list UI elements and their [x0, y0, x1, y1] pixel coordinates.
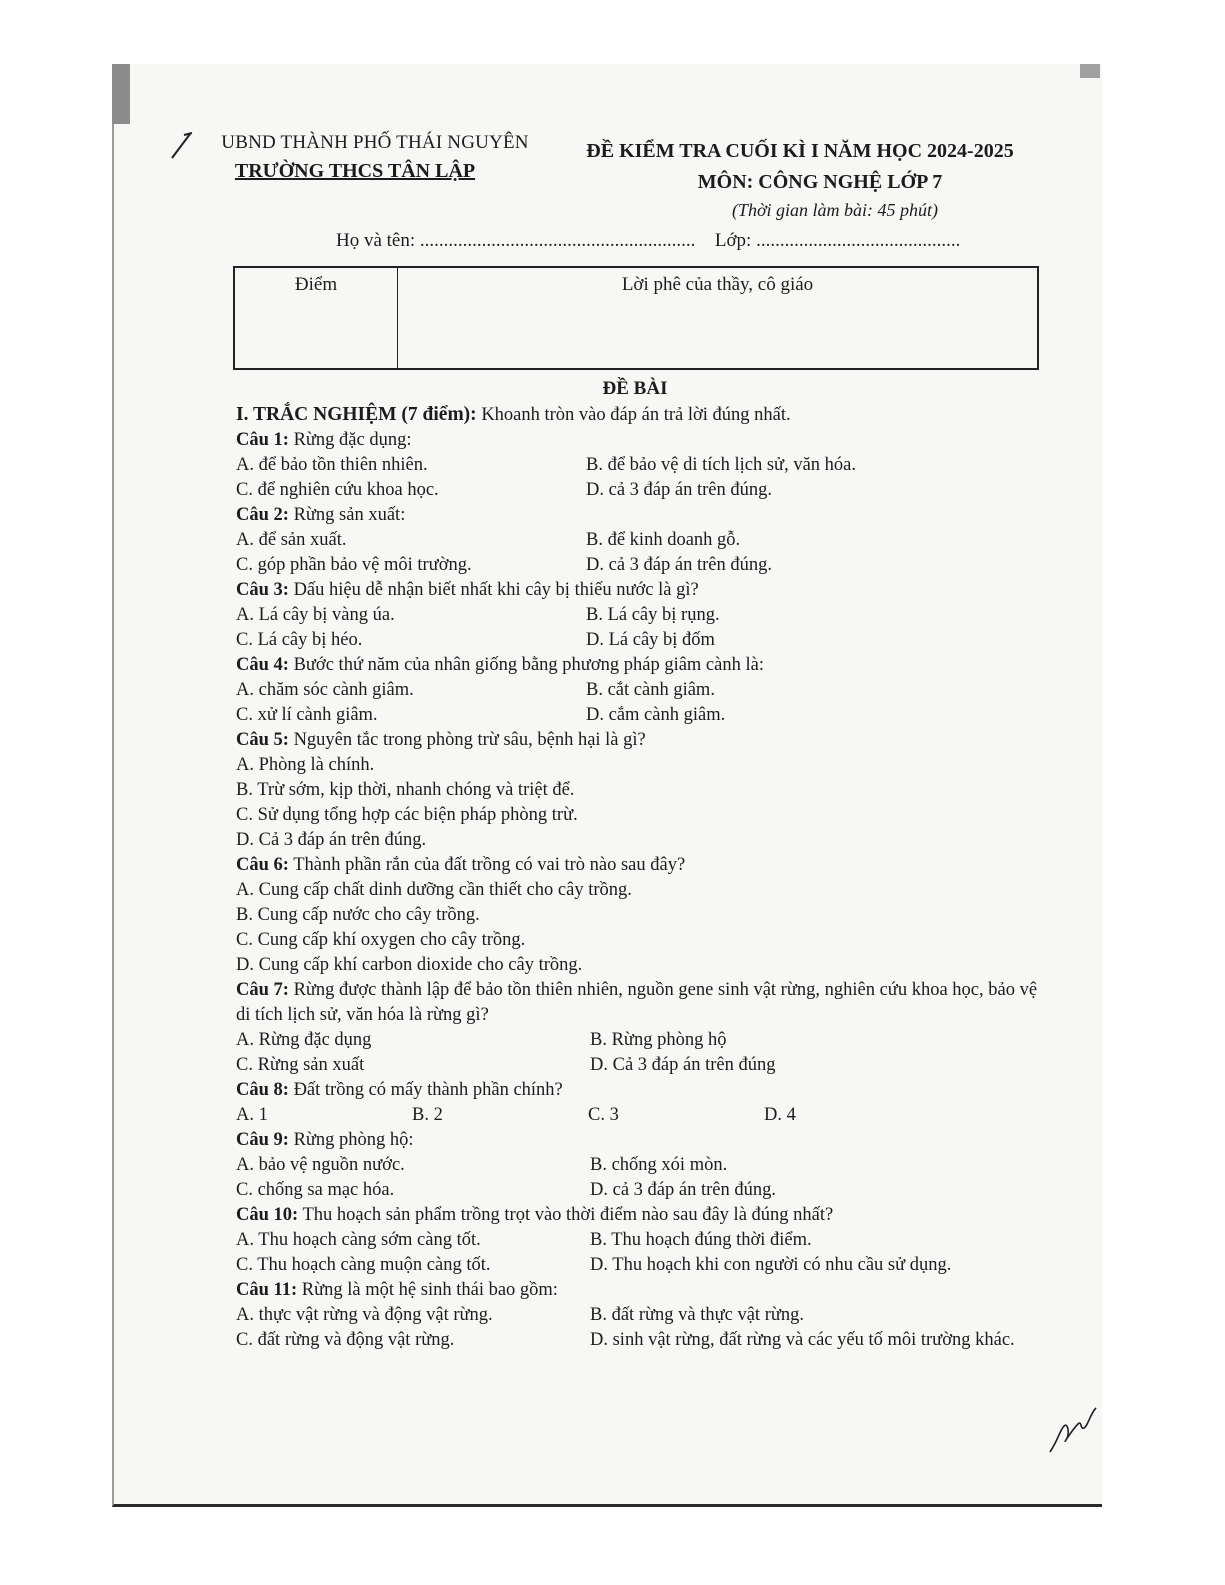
option-c[interactable]: C. Thu hoạch càng muộn càng tốt.	[236, 1255, 491, 1275]
option-d[interactable]: D. cả 3 đáp án trên đúng.	[586, 480, 772, 500]
question-2	[236, 503, 1046, 578]
subject-title: MÔN: CÔNG NGHỆ LỚP 7	[697, 171, 943, 193]
option-a[interactable]: A. bảo vệ nguồn nước.	[236, 1155, 405, 1175]
question-text: Rừng là một hệ sinh thái bao gồm:	[301, 1280, 558, 1300]
question-stem	[236, 1203, 1046, 1228]
option-b[interactable]: B. Thu hoạch đúng thời điểm.	[590, 1230, 812, 1250]
option-c[interactable]: C. để nghiên cứu khoa học.	[236, 480, 439, 500]
question-label: Câu 6:	[236, 855, 289, 875]
pen-mark-icon	[170, 130, 194, 160]
option-b[interactable]: B. Trừ sớm, kịp thời, nhanh chóng và triệt để.	[236, 780, 575, 800]
option-b[interactable]: B. để bảo vệ di tích lịch sử, văn hóa.	[586, 455, 856, 475]
options-row	[236, 1153, 1046, 1178]
question-label: Câu 10:	[236, 1205, 299, 1225]
option-d[interactable]: D. cả 3 đáp án trên đúng.	[590, 1180, 776, 1200]
option-b[interactable]: B. cắt cành giâm.	[586, 680, 715, 700]
question-label: Câu 8:	[236, 1080, 289, 1100]
question-stem	[236, 578, 1046, 603]
question-stem	[236, 1128, 1046, 1153]
option-a[interactable]: A. để bảo tồn thiên nhiên.	[236, 455, 428, 475]
option-c[interactable]: C. chống sa mạc hóa.	[236, 1180, 395, 1200]
option-c[interactable]: C. đất rừng và động vật rừng.	[236, 1330, 455, 1350]
section-title: I. TRẮC NGHIỆM (7 điểm):	[236, 404, 477, 425]
question-label: Câu 1:	[236, 430, 289, 450]
option-a[interactable]: A. thực vật rừng và động vật rừng.	[236, 1305, 493, 1325]
question-stem	[236, 728, 1046, 753]
options-row	[236, 1303, 1046, 1328]
options-row	[236, 678, 1046, 703]
options-row	[236, 553, 1046, 578]
options-row	[236, 603, 1046, 628]
signature-mark-icon	[1040, 1400, 1100, 1460]
option-b[interactable]: B. Lá cây bị rụng.	[586, 605, 720, 625]
option-a[interactable]: A. để sản xuất.	[236, 530, 347, 550]
question-stem	[236, 1078, 1046, 1103]
question-text: Nguyên tắc trong phòng trừ sâu, bệnh hại là gì?	[293, 730, 646, 750]
header-left	[200, 132, 550, 183]
option-c[interactable]: C. xử lí cành giâm.	[236, 705, 378, 725]
options-row	[236, 1103, 1046, 1128]
question-text: Thu hoạch sản phẩm trồng trọt vào thời điểm nào sau đây là đúng nhất?	[302, 1205, 834, 1225]
question-text: Rừng đặc dụng:	[293, 430, 412, 450]
teacher-comment-cell: Lời phê của thầy, cô giáo	[398, 267, 1039, 369]
question-4	[236, 653, 1046, 728]
question-text: Rừng được thành lập để bảo tồn thiên nhiên, nguồn gene sinh vật rừng, nghiên cứu khoa học, bảo vệ di tích lịch sử, văn hóa là rừng gì?	[236, 980, 1038, 1025]
option-d[interactable]: D. Lá cây bị đốm	[586, 630, 715, 650]
question-stem	[236, 653, 1046, 678]
score-table	[233, 266, 1039, 370]
de-bai-heading: ĐỀ BÀI	[602, 378, 668, 399]
option-d[interactable]: D. Cả 3 đáp án trên đúng	[590, 1055, 776, 1075]
options-row	[236, 478, 1046, 503]
question-label: Câu 7:	[236, 980, 289, 1000]
options-row	[236, 1228, 1046, 1253]
option-b[interactable]: B. Rừng phòng hộ	[590, 1030, 727, 1050]
option-d[interactable]: D. 4	[764, 1105, 796, 1125]
question-label: Câu 11:	[236, 1280, 298, 1300]
question-stem	[236, 428, 1046, 453]
student-class-field: Lớp: ...........................................	[714, 230, 961, 251]
question-label: Câu 4:	[236, 655, 289, 675]
option-d[interactable]: D. cả 3 đáp án trên đúng.	[586, 555, 772, 575]
option-b[interactable]: B. đất rừng và thực vật rừng.	[590, 1305, 805, 1325]
option-d[interactable]: D. sinh vật rừng, đất rừng và các yếu tố môi trường khác.	[590, 1330, 1015, 1350]
option-a[interactable]: A. chăm sóc cành giâm.	[236, 680, 414, 700]
question-label: Câu 2:	[236, 505, 289, 525]
question-text: Thành phần rắn của đất trồng có vai trò nào sau đây?	[293, 855, 686, 875]
question-text: Rừng phòng hộ:	[293, 1130, 414, 1150]
option-a[interactable]: A. Phòng là chính.	[236, 755, 375, 775]
question-11	[236, 1278, 1046, 1353]
question-text: Đất trồng có mấy thành phần chính?	[293, 1080, 563, 1100]
option-a[interactable]: A. Rừng đặc dụng	[236, 1030, 372, 1050]
question-label: Câu 5:	[236, 730, 289, 750]
options-row	[236, 703, 1046, 728]
question-stem	[236, 978, 1046, 1028]
option-c[interactable]: C. Lá cây bị héo.	[236, 630, 363, 650]
option-b[interactable]: B. Cung cấp nước cho cây trồng.	[236, 905, 480, 925]
options-row	[236, 1053, 1046, 1078]
option-b[interactable]: B. chống xói mòn.	[590, 1155, 728, 1175]
question-text: Bước thứ năm của nhân giống bằng phương pháp giâm cành là:	[293, 655, 764, 675]
question-8	[236, 1078, 1046, 1128]
option-a[interactable]: A. Cung cấp chất dinh dưỡng cần thiết cho cây trồng.	[236, 880, 632, 900]
option-c[interactable]: C. Sử dụng tổng hợp các biện pháp phòng trừ.	[236, 805, 578, 825]
header-right	[555, 140, 1045, 221]
authority-name: UBND THÀNH PHỐ THÁI NGUYÊN	[221, 132, 529, 153]
school-name: TRƯỜNG THCS TÂN LẬP	[234, 160, 476, 182]
question-text: Rừng sản xuất:	[293, 505, 406, 525]
option-c[interactable]: C. Cung cấp khí oxygen cho cây trồng.	[236, 930, 526, 950]
section-instruction: Khoanh tròn vào đáp án trả lời đúng nhất.	[481, 405, 791, 425]
score-cell: Điểm	[234, 267, 398, 369]
option-c[interactable]: C. 3	[588, 1105, 619, 1125]
options-row	[236, 628, 1046, 653]
option-a[interactable]: A. Lá cây bị vàng úa.	[236, 605, 395, 625]
question-list	[236, 428, 1046, 1353]
options-row	[236, 528, 1046, 553]
option-d[interactable]: D. cắm cành giâm.	[586, 705, 726, 725]
question-label: Câu 3:	[236, 580, 289, 600]
question-stem	[236, 503, 1046, 528]
options-row	[236, 1253, 1046, 1278]
student-name-field: Họ và tên: ..........................................................	[336, 230, 696, 251]
questions-section	[236, 402, 1046, 1353]
exam-title: ĐỀ KIỂM TRA CUỐI KÌ I NĂM HỌC 2024-2025	[586, 140, 1014, 162]
question-stem	[236, 853, 1046, 878]
option-d[interactable]: D. Cung cấp khí carbon dioxide cho cây trồng.	[236, 955, 583, 975]
section-heading	[236, 402, 1046, 428]
option-b[interactable]: B. 2	[412, 1105, 443, 1125]
question-9	[236, 1128, 1046, 1203]
question-stem	[236, 1278, 1046, 1303]
option-c[interactable]: C. góp phần bảo vệ môi trường.	[236, 555, 472, 575]
question-7	[236, 978, 1046, 1078]
question-5	[236, 728, 1046, 853]
student-info-line	[336, 230, 960, 252]
option-a[interactable]: A. 1	[236, 1105, 268, 1125]
question-text: Dấu hiệu dễ nhận biết nhất khi cây bị thiếu nước là gì?	[293, 580, 699, 600]
options-row	[236, 453, 1046, 478]
option-d[interactable]: D. Thu hoạch khi con người có nhu cầu sử dụng.	[590, 1255, 952, 1275]
question-label: Câu 9:	[236, 1130, 289, 1150]
duration-note: (Thời gian làm bài: 45 phút)	[731, 200, 939, 220]
options-row	[236, 1178, 1046, 1203]
question-3	[236, 578, 1046, 653]
option-b[interactable]: B. để kinh doanh gỗ.	[586, 530, 741, 550]
option-c[interactable]: C. Rừng sản xuất	[236, 1055, 365, 1075]
options-row	[236, 1328, 1046, 1353]
question-6	[236, 853, 1046, 978]
question-10	[236, 1203, 1046, 1278]
options-row	[236, 1028, 1046, 1053]
option-d[interactable]: D. Cả 3 đáp án trên đúng.	[236, 830, 427, 850]
question-1	[236, 428, 1046, 503]
option-a[interactable]: A. Thu hoạch càng sớm càng tốt.	[236, 1230, 481, 1250]
